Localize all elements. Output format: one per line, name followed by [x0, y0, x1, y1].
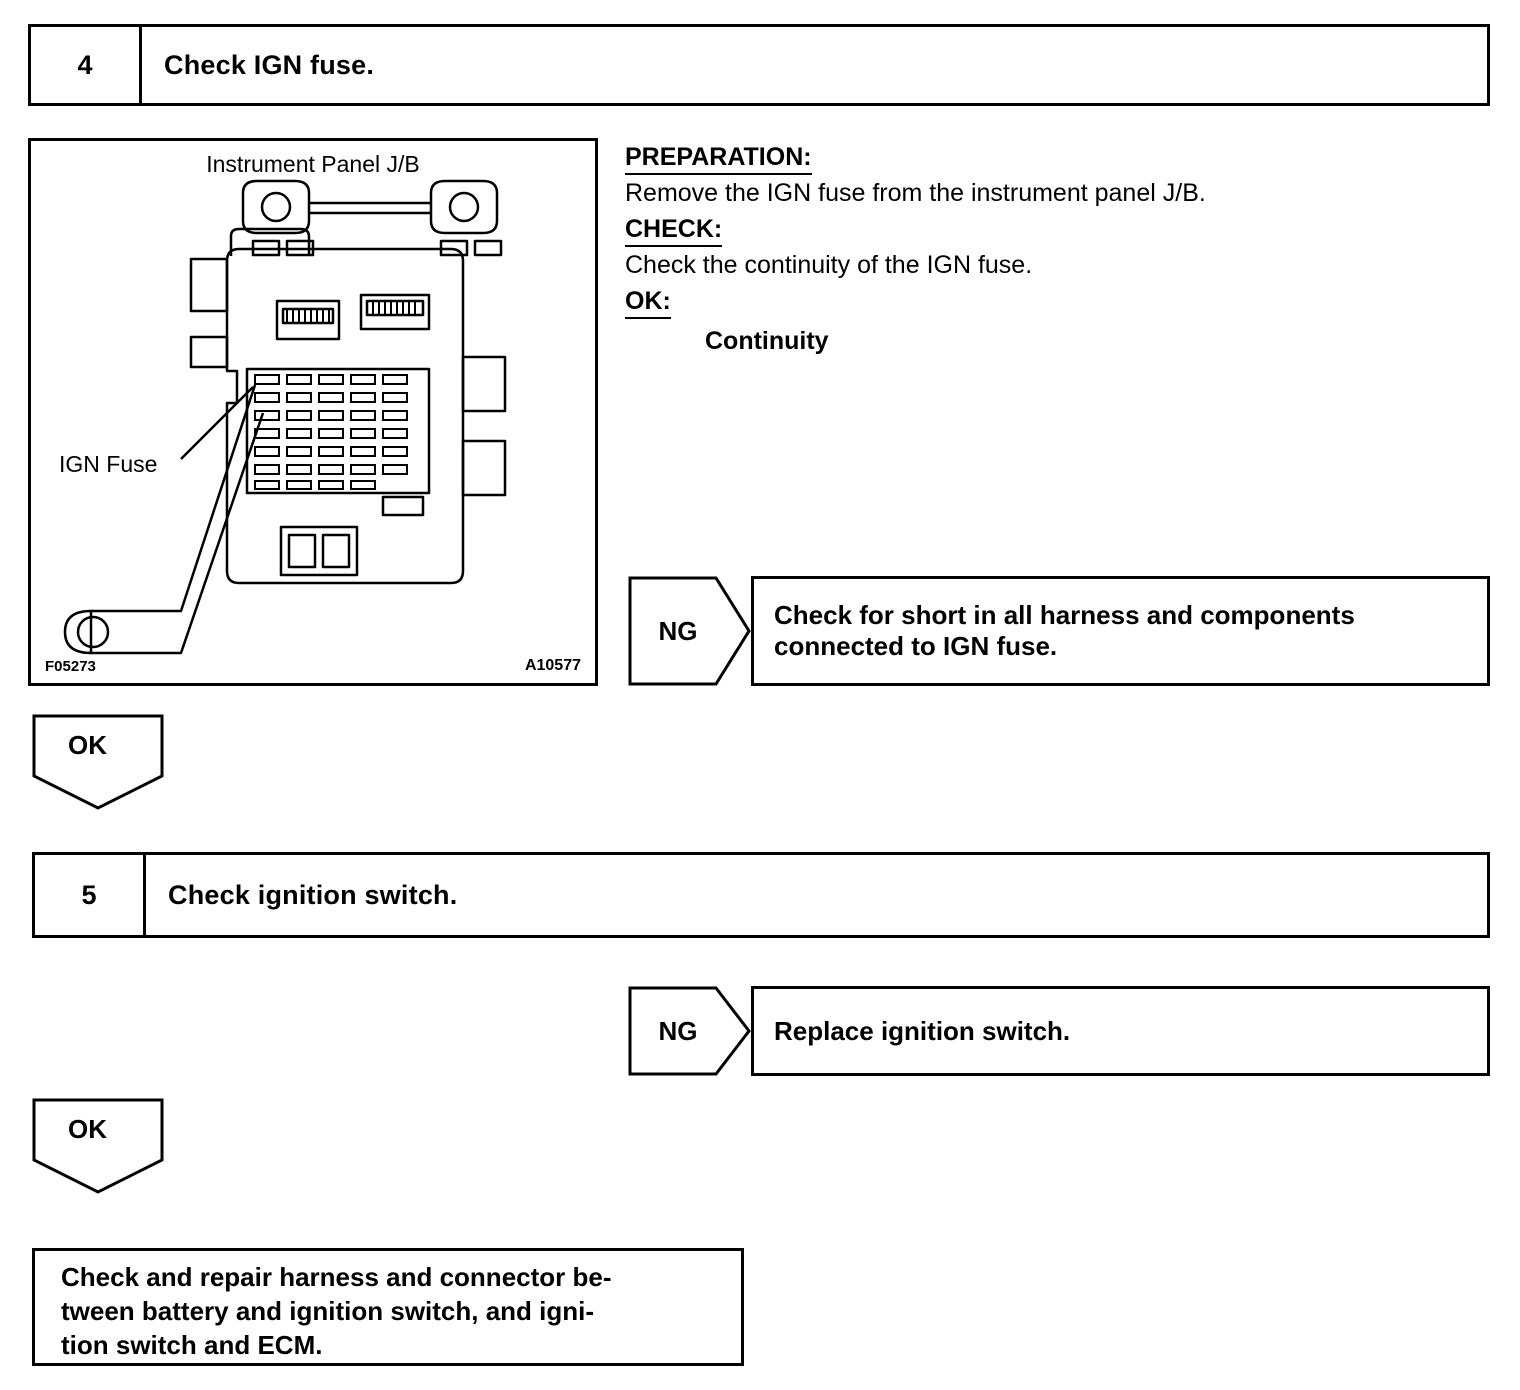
- ok-flag-step5: [32, 1098, 164, 1194]
- ok-label-step5: OK: [68, 1113, 107, 1144]
- check-label: CHECK:: [625, 214, 722, 247]
- instrument-panel-jb-illustration: [28, 138, 598, 686]
- ng-result-step4-line2: connected to IGN fuse.: [774, 631, 1058, 661]
- step-4-procedure: [625, 138, 1485, 356]
- final-line-3: tion switch and ECM.: [61, 1329, 323, 1360]
- preparation-text: Remove the IGN fuse from the instrument panel J/B.: [625, 179, 1206, 208]
- ng-result-step4-line1: Check for short in all harness and components: [774, 600, 1355, 631]
- final-line-2: tween battery and ignition switch, and igni-: [61, 1295, 595, 1326]
- ng-result-step4: [751, 576, 1490, 686]
- final-line-1: Check and repair harness and connector be-: [61, 1262, 612, 1292]
- illustration-caption: Instrument Panel J/B: [206, 151, 420, 177]
- step-5-header: [32, 852, 1490, 938]
- ng-label-step4: NG: [658, 615, 698, 646]
- ok-label-step4: OK: [68, 729, 107, 760]
- ng-label-step5: NG: [658, 1015, 698, 1046]
- ign-fuse-callout-label: IGN Fuse: [59, 451, 158, 477]
- step-4-title: Check IGN fuse.: [164, 49, 375, 80]
- step-5-number: 5: [35, 855, 146, 935]
- junction-block-drawing: [31, 141, 595, 683]
- step-4-ng-branch: [628, 576, 1490, 686]
- illustration-code-left: F05273: [45, 658, 96, 675]
- step-4-number: 4: [31, 27, 142, 103]
- step-5-ng-branch: [628, 986, 1490, 1076]
- ok-value: Continuity: [705, 326, 829, 355]
- illustration-code-right: A10577: [524, 657, 581, 674]
- check-text: Check the continuity of the IGN fuse.: [625, 251, 1033, 279]
- ng-flag-step4: [628, 576, 751, 686]
- ng-flag-step5: [628, 986, 751, 1076]
- ng-result-step5: Replace ignition switch.: [751, 986, 1490, 1076]
- step-4-header: [28, 24, 1490, 106]
- ok-label: OK:: [625, 286, 671, 319]
- final-action-box: [32, 1248, 744, 1366]
- ok-flag-step4: [32, 714, 164, 810]
- step-5-title: Check ignition switch.: [168, 879, 458, 910]
- preparation-label: PREPARATION:: [625, 142, 812, 175]
